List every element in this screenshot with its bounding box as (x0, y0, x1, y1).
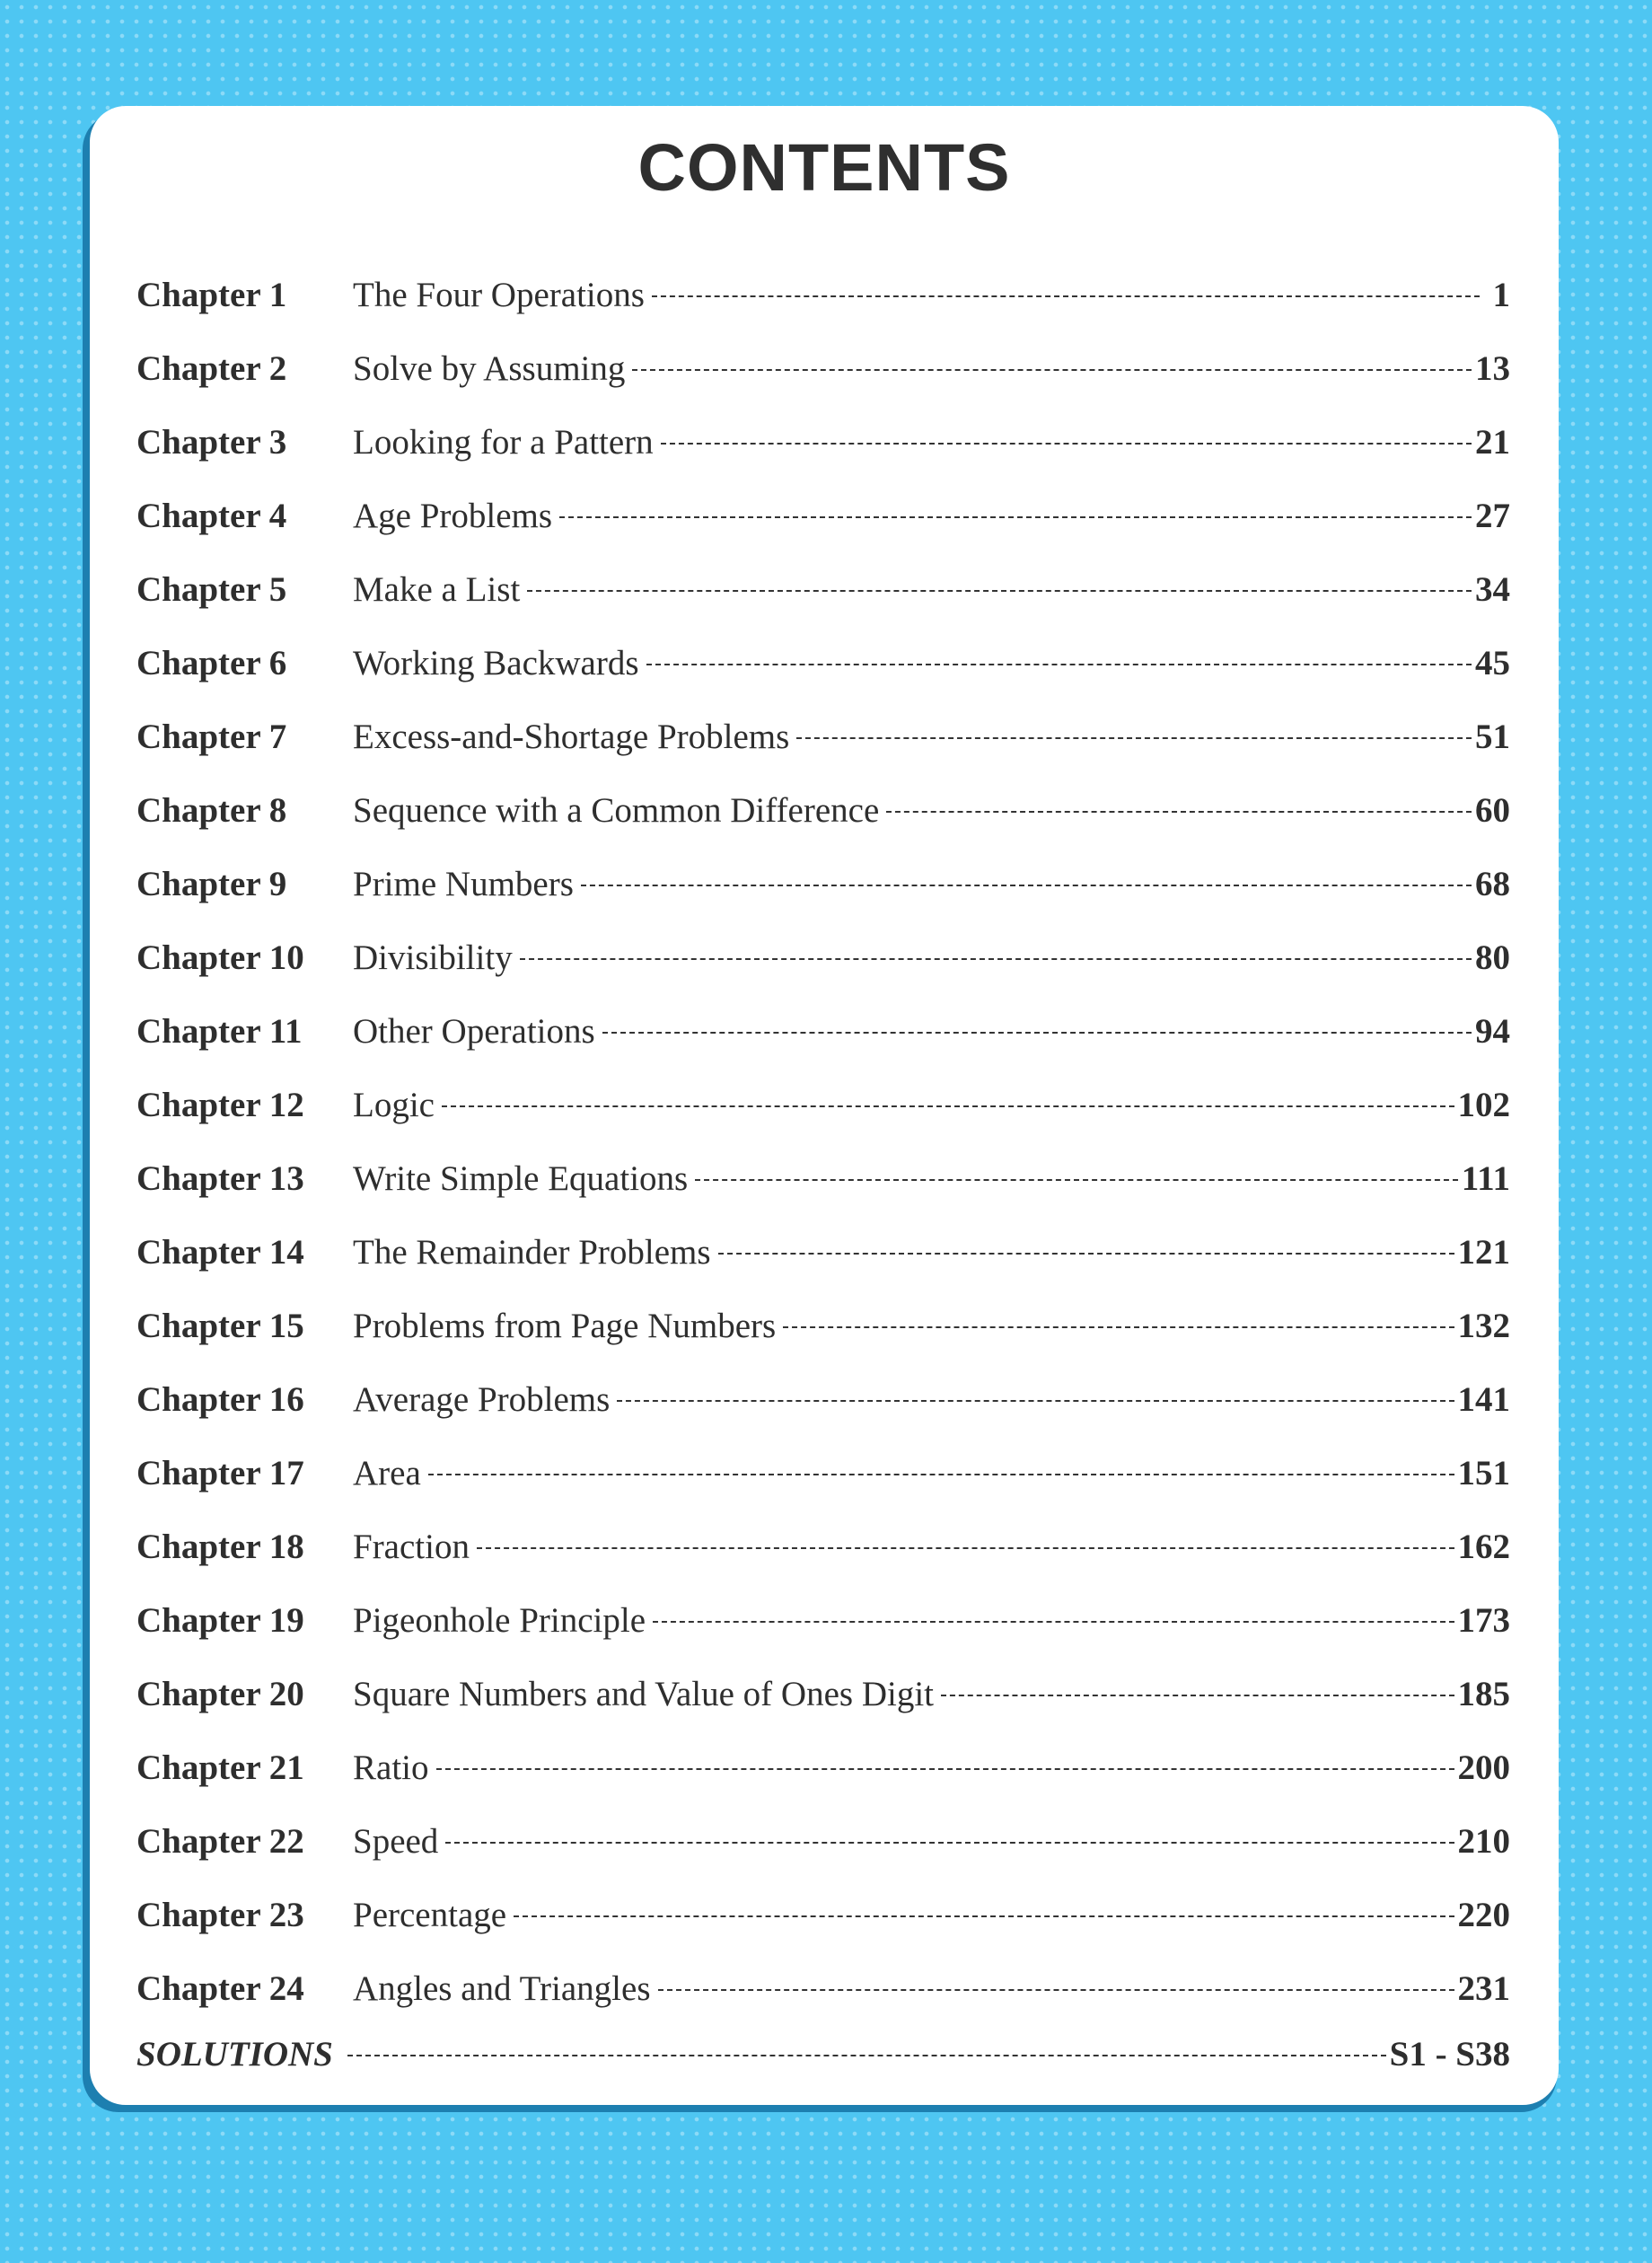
toc-entry[interactable] (136, 627, 1510, 700)
chapter-label: Chapter 4 (136, 497, 287, 535)
toc-entry[interactable] (136, 1658, 1510, 1731)
dot-leader (520, 958, 1472, 960)
chapter-label: Chapter 18 (136, 1528, 304, 1566)
dot-leader (653, 1621, 1454, 1623)
toc-list (136, 259, 1510, 2083)
dot-leader (514, 1915, 1454, 1917)
chapter-label: Chapter 23 (136, 1896, 304, 1934)
chapter-title: Problems from Page Numbers (353, 1307, 777, 1345)
solutions-page-range: S1 - S38 (1389, 2035, 1510, 2074)
dot-leader (559, 516, 1472, 518)
toc-entry[interactable] (136, 332, 1510, 406)
chapter-page-number: 1 (1492, 276, 1510, 314)
dot-leader (695, 1179, 1458, 1181)
chapter-page-number: 34 (1475, 570, 1510, 609)
chapter-page-number: 231 (1457, 1969, 1510, 2008)
chapter-label: Chapter 12 (136, 1086, 304, 1124)
toc-entry[interactable] (136, 995, 1510, 1069)
chapter-page-number: 60 (1475, 791, 1510, 830)
chapter-label: Chapter 2 (136, 349, 287, 388)
toc-entry[interactable] (136, 1510, 1510, 1584)
dot-leader (646, 664, 1472, 665)
chapter-title: Excess-and-Shortage Problems (353, 718, 790, 756)
chapter-label: Chapter 14 (136, 1233, 304, 1272)
dot-leader (652, 295, 1480, 297)
chapter-page-number: 173 (1457, 1601, 1510, 1640)
toc-entry[interactable] (136, 259, 1510, 332)
toc-entry[interactable] (136, 1437, 1510, 1510)
chapter-title: Average Problems (353, 1380, 611, 1419)
chapter-label: Chapter 8 (136, 791, 287, 830)
chapter-title: Percentage (353, 1896, 507, 1934)
dot-leader (477, 1547, 1454, 1549)
dot-leader (527, 590, 1472, 592)
chapter-page-number: 220 (1457, 1896, 1510, 1934)
dot-leader (617, 1400, 1454, 1402)
chapter-title: Sequence with a Common Difference (353, 791, 880, 830)
chapter-label: Chapter 11 (136, 1012, 303, 1051)
chapter-label: Chapter 5 (136, 570, 287, 609)
chapter-title: Fraction (353, 1528, 470, 1566)
dot-leader (436, 1768, 1454, 1770)
chapter-label: Chapter 10 (136, 938, 304, 977)
toc-entry[interactable] (136, 1363, 1510, 1437)
chapter-label: Chapter 22 (136, 1822, 304, 1861)
toc-entry[interactable] (136, 406, 1510, 480)
chapter-title: Age Problems (353, 497, 553, 535)
chapter-title: The Four Operations (353, 276, 645, 314)
toc-entry[interactable] (136, 921, 1510, 995)
toc-entry[interactable] (136, 1952, 1510, 2026)
chapter-label: Chapter 20 (136, 1675, 304, 1713)
chapter-page-number: 21 (1475, 423, 1510, 462)
toc-entry[interactable] (136, 480, 1510, 553)
chapter-label: Chapter 16 (136, 1380, 304, 1419)
chapter-page-number: 102 (1457, 1086, 1510, 1124)
chapter-title: Solve by Assuming (353, 349, 626, 388)
chapter-title: Divisibility (353, 938, 513, 977)
chapter-label: Chapter 1 (136, 276, 287, 314)
chapter-title: Square Numbers and Value of Ones Digit (353, 1675, 934, 1713)
toc-entry-solutions[interactable] (136, 2026, 1510, 2083)
chapter-page-number: 80 (1475, 938, 1510, 977)
toc-entry[interactable] (136, 848, 1510, 921)
chapter-label: Chapter 19 (136, 1601, 304, 1640)
chapter-page-number: 45 (1475, 644, 1510, 682)
chapter-title: Logic (353, 1086, 435, 1124)
dot-leader (658, 1989, 1454, 1991)
chapter-page-number: 151 (1457, 1454, 1510, 1493)
toc-entry[interactable] (136, 1879, 1510, 1952)
page-title: CONTENTS (637, 130, 1011, 205)
chapter-label: Chapter 17 (136, 1454, 304, 1493)
chapter-label: Chapter 24 (136, 1969, 304, 2008)
chapter-title: Make a List (353, 570, 521, 609)
chapter-page-number: 68 (1475, 865, 1510, 903)
dot-leader (632, 369, 1472, 371)
chapter-label: Chapter 15 (136, 1307, 304, 1345)
dot-leader (442, 1105, 1454, 1107)
dot-leader (445, 1842, 1454, 1844)
chapter-title: Area (353, 1454, 421, 1493)
dot-leader (428, 1474, 1454, 1475)
dot-leader (796, 737, 1472, 739)
chapter-page-number: 141 (1457, 1380, 1510, 1419)
dot-leader (581, 885, 1472, 886)
contents-card (90, 106, 1559, 2105)
dot-leader (347, 2055, 1386, 2056)
chapter-page-number: 210 (1457, 1822, 1510, 1861)
toc-entry[interactable] (136, 1805, 1510, 1879)
chapter-label: Chapter 21 (136, 1748, 304, 1787)
chapter-title: Working Backwards (353, 644, 639, 682)
chapter-page-number: 13 (1475, 349, 1510, 388)
chapter-page-number: 185 (1457, 1675, 1510, 1713)
chapter-label: Chapter 6 (136, 644, 287, 682)
chapter-page-number: 94 (1475, 1012, 1510, 1051)
chapter-title: Angles and Triangles (353, 1969, 651, 2008)
toc-entry[interactable] (136, 1216, 1510, 1290)
chapter-title: Write Simple Equations (353, 1159, 689, 1198)
toc-entry[interactable] (136, 700, 1510, 774)
toc-entry[interactable] (136, 774, 1510, 848)
chapter-title: The Remainder Problems (353, 1233, 711, 1272)
chapter-page-number: 51 (1475, 718, 1510, 756)
chapter-title: Prime Numbers (353, 865, 574, 903)
chapter-page-number: 121 (1457, 1233, 1510, 1272)
chapter-title: Speed (353, 1822, 439, 1861)
dot-leader (941, 1695, 1454, 1696)
chapter-title: Looking for a Pattern (353, 423, 654, 462)
chapter-label: Chapter 3 (136, 423, 287, 462)
chapter-page-number: 132 (1457, 1307, 1510, 1345)
chapter-page-number: 27 (1475, 497, 1510, 535)
toc-entry[interactable] (136, 1142, 1510, 1216)
toc-entry[interactable] (136, 1290, 1510, 1363)
solutions-label: SOLUTIONS (136, 2035, 333, 2074)
chapter-label: Chapter 9 (136, 865, 287, 903)
chapter-page-number: 111 (1461, 1159, 1510, 1198)
toc-entry[interactable] (136, 1731, 1510, 1805)
chapter-label: Chapter 7 (136, 718, 287, 756)
chapter-label: Chapter 13 (136, 1159, 304, 1198)
dot-leader (661, 443, 1472, 445)
chapter-page-number: 162 (1457, 1528, 1510, 1566)
toc-entry[interactable] (136, 553, 1510, 627)
dot-leader (718, 1253, 1454, 1255)
dot-leader (886, 811, 1472, 813)
dot-leader (602, 1032, 1472, 1034)
chapter-page-number: 200 (1457, 1748, 1510, 1787)
toc-entry[interactable] (136, 1584, 1510, 1658)
toc-entry[interactable] (136, 1069, 1510, 1142)
chapter-title: Other Operations (353, 1012, 595, 1051)
chapter-title: Ratio (353, 1748, 429, 1787)
chapter-title: Pigeonhole Principle (353, 1601, 646, 1640)
dot-leader (783, 1326, 1454, 1328)
